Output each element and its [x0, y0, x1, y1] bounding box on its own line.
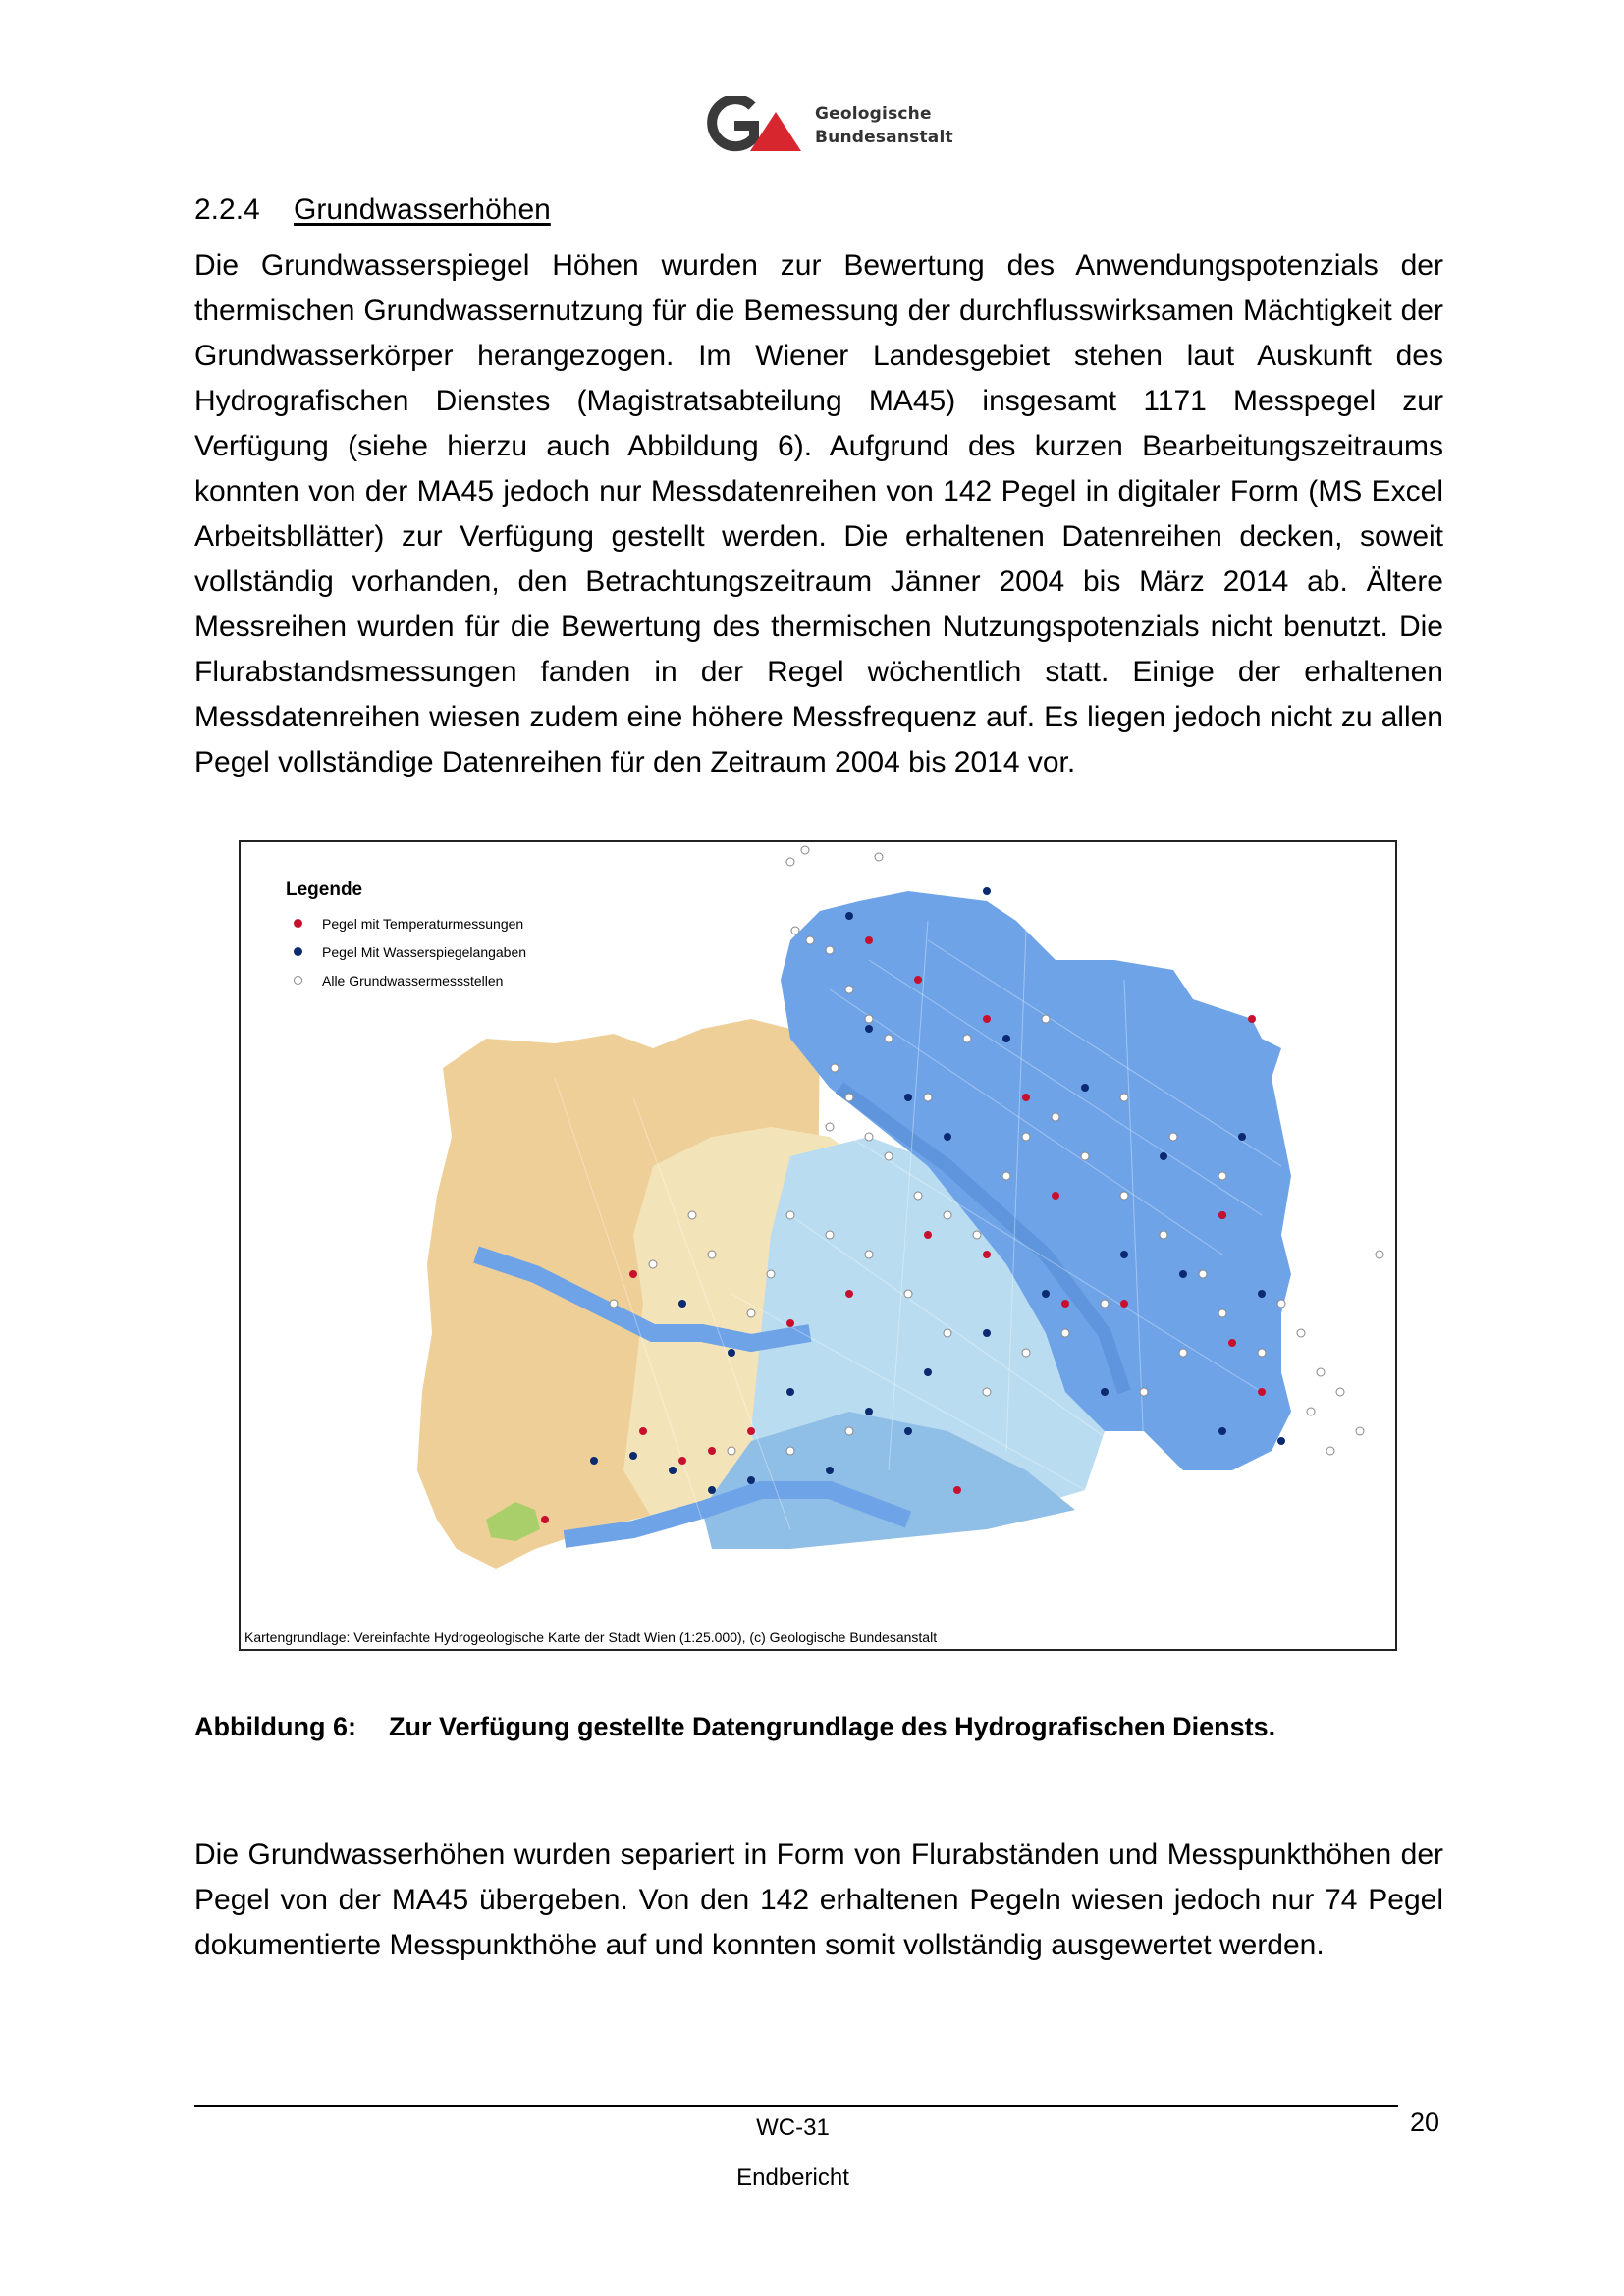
gba-logo	[705, 96, 953, 157]
map-figure	[239, 840, 1397, 1651]
footer-page-number: 20	[1410, 2108, 1440, 2137]
legend-blue-dot-icon	[294, 947, 302, 956]
figure-caption	[194, 1712, 1275, 1742]
map-credit: Kartengrundlage: Vereinfachte Hydrogeologische Karte der Stadt Wien (1:25.000), (c) Geologische Bundesanstalt	[244, 1629, 938, 1645]
legend-white-dot-icon	[294, 976, 302, 985]
section-title: Grundwasserhöhen	[294, 193, 551, 226]
legend-item-label: Pegel mit Temperaturmessungen	[322, 915, 524, 932]
footer-document-type: Endbericht	[736, 2164, 849, 2191]
legend-item-label: Pegel Mit Wasserspiegelangaben	[322, 943, 527, 960]
legend-item-temperature	[286, 909, 526, 937]
legend-item-all	[286, 966, 526, 994]
legend-red-dot-icon	[294, 919, 302, 928]
caption-text: Zur Verfügung gestellte Datengrundlage des Hydrografischen Diensts.	[389, 1712, 1276, 1741]
footer-rule	[194, 2105, 1398, 2107]
legend-item-label: Alle Grundwassermessstellen	[322, 972, 504, 988]
gba-logo-mark	[705, 96, 813, 157]
body-paragraph-2: Die Grundwasserhöhen wurden separiert in Form von Flurabständen und Messpunkthöhen der Pegel von der MA45 übergeben. Von den 142 erhaltenen Pegeln wiesen jedoch nur 74 Pegel dokumentierte Messpunkthöhe auf und konnten somit vollständig ausgewertet werden.	[194, 1839, 1443, 1961]
section-number: 2.2.4	[194, 193, 260, 226]
caption-label: Abbildung 6:	[194, 1712, 356, 1741]
map-legend	[286, 880, 526, 994]
body-paragraph-1: Die Grundwasserspiegel Höhen wurden zur Bewertung des Anwendungspotenzials der thermischen Grundwassernutzung für die Bemessung der durchflusswirksamen Mächtigkeit der Grundwasserkörper herangezogen. Im Wiener Landesgebiet stehen laut Auskunft des Hydrografischen Dienstes (Magistratsabteilung MA45) insgesamt 1171 Messpegel zur Verfügung (siehe hierzu auch Abbildung 6). Aufgrund des kurzen Bearbeitungszeitraums konnten von der MA45 jedoch nur Messdatenreihen von 142 Pegel in digitaler Form (MS Excel Arbeitsbllätter) zur Verfügung gestellt werden. Die erhaltenen Datenreihen decken, soweit vollständig vorhanden, den Betrachtungszeitraum Jänner 2004 bis März 2014 ab. Ältere Messreihen wurden für die Bewertung des thermischen Nutzungspotenzials nicht benutzt. Die Flurabstandsmessungen fanden in der Regel wöchentlich statt. Einige der erhaltenen Messdatenreihen wiesen zudem eine höhere Messfrequenz auf. Es liegen jedoch nicht zu allen Pegel vollständige Datenreihen für den Zeitraum 2004 bis 2014 vor.	[194, 249, 1443, 778]
footer-report-code: WC-31	[756, 2114, 830, 2141]
legend-item-waterlevel	[286, 937, 526, 966]
legend-title: Legende	[286, 880, 363, 900]
section-heading	[194, 193, 551, 227]
logo-text-line1: Geologische	[815, 104, 932, 124]
logo-text-line2: Bundesanstalt	[815, 128, 953, 147]
